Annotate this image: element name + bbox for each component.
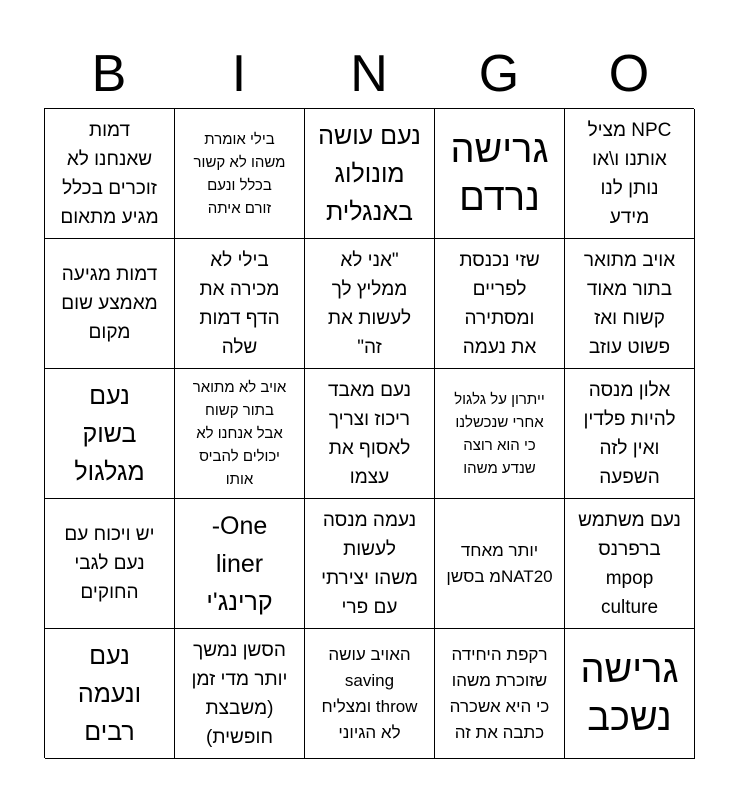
bingo-cell[interactable]: [565, 239, 695, 369]
cell-text: יותר מאחד NAT20מ בסשן: [446, 540, 553, 586]
cell-text: האויב עושה saving throw ומצליח לא הגיוני: [321, 644, 418, 742]
bingo-cell[interactable]: [175, 369, 305, 499]
cell-text: נעם ונעמה רבים: [77, 641, 142, 746]
bingo-cell[interactable]: [305, 629, 435, 759]
bingo-cell[interactable]: [175, 239, 305, 369]
cell-text: הסשן נמשך יותר מדי זמן (משבצת חופשית): [191, 639, 288, 748]
cell-text: One- liner קרינג'י: [206, 511, 273, 616]
cell-text: שזי נכנסת לפריים ומסתירה את נעמה: [459, 249, 540, 358]
cell-text: נעם משתמש ברפרנס mpop culture: [578, 509, 681, 618]
bingo-cell[interactable]: [435, 629, 565, 759]
bingo-cell[interactable]: [45, 109, 175, 239]
cell-text: נעם בשוק מגלגול: [74, 381, 145, 486]
bingo-cell[interactable]: [175, 629, 305, 759]
cell-text: בילי לא מכירה את הדף דמות שלה: [199, 249, 280, 358]
cell-text: דמות מגיעה מאמצע שום מקום: [61, 264, 158, 343]
bingo-cell[interactable]: [175, 499, 305, 629]
bingo-cell[interactable]: [45, 629, 175, 759]
cell-text: "אני לא ממליץ לך לעשות את זה": [327, 249, 412, 358]
cell-text: אלון מנסה להיות פלדין ואין לזה השפעה: [583, 379, 676, 488]
bingo-cell[interactable]: [565, 629, 695, 759]
bingo-cell[interactable]: [435, 109, 565, 239]
cell-text: גרישה נרדם: [450, 128, 549, 219]
cell-text: רקפת היחידה שזוכרת משהו כי היא אשכרה כתבה את זה: [449, 644, 550, 742]
bingo-cell[interactable]: [565, 369, 695, 499]
bingo-cell[interactable]: [435, 239, 565, 369]
cell-text: נעם עושה מונולוג באנגלית: [318, 121, 421, 226]
cell-text: NPC מציל אותנו ו\או נותן לנו מידע: [587, 119, 672, 228]
cell-text: אויב מתואר בתור מאוד קשוח ואז פשוט עוזב: [583, 249, 676, 358]
bingo-cell[interactable]: [435, 499, 565, 629]
bingo-cell[interactable]: [45, 239, 175, 369]
header-letter-n: N: [350, 45, 388, 103]
bingo-cell[interactable]: [45, 369, 175, 499]
bingo-grid: [44, 108, 694, 758]
header-letter-i: I: [231, 45, 247, 103]
header-letter-b: B: [91, 45, 127, 103]
bingo-cell[interactable]: [175, 109, 305, 239]
cell-text: בילי אומרת משהו לא קשור בכלל ונעם זורם איתה: [193, 130, 286, 217]
bingo-cell[interactable]: [305, 239, 435, 369]
bingo-cell[interactable]: [45, 499, 175, 629]
bingo-header: [44, 40, 694, 108]
cell-text: נעם מאבד ריכוז וצריך לאסוף את עצמו: [327, 379, 412, 488]
header-letter-o: O: [608, 45, 650, 103]
cell-text: נעמה מנסה לעשות משהו יצירתי עם פרי: [321, 509, 418, 618]
cell-text: ייתרון על גלגול אחרי שנכשלנו כי הוא רוצה שנדע משהו: [454, 390, 545, 477]
bingo-cell[interactable]: [435, 369, 565, 499]
header-letter-g: G: [478, 45, 520, 103]
bingo-cell[interactable]: [305, 369, 435, 499]
cell-text: דמות שאנחנו לא זוכרים בכלל מגיע מתאום: [60, 119, 159, 228]
cell-text: גרישה נשכב: [580, 648, 679, 739]
bingo-cell[interactable]: [565, 109, 695, 239]
cell-text: אויב לא מתואר בתור קשוח אבל אנחנו לא יכולים להביס אותו: [192, 379, 287, 488]
bingo-cell[interactable]: [305, 499, 435, 629]
cell-text: יש ויכוח עם נעם לגבי החוקים: [64, 524, 155, 603]
bingo-cell[interactable]: [305, 109, 435, 239]
bingo-cell[interactable]: [565, 499, 695, 629]
